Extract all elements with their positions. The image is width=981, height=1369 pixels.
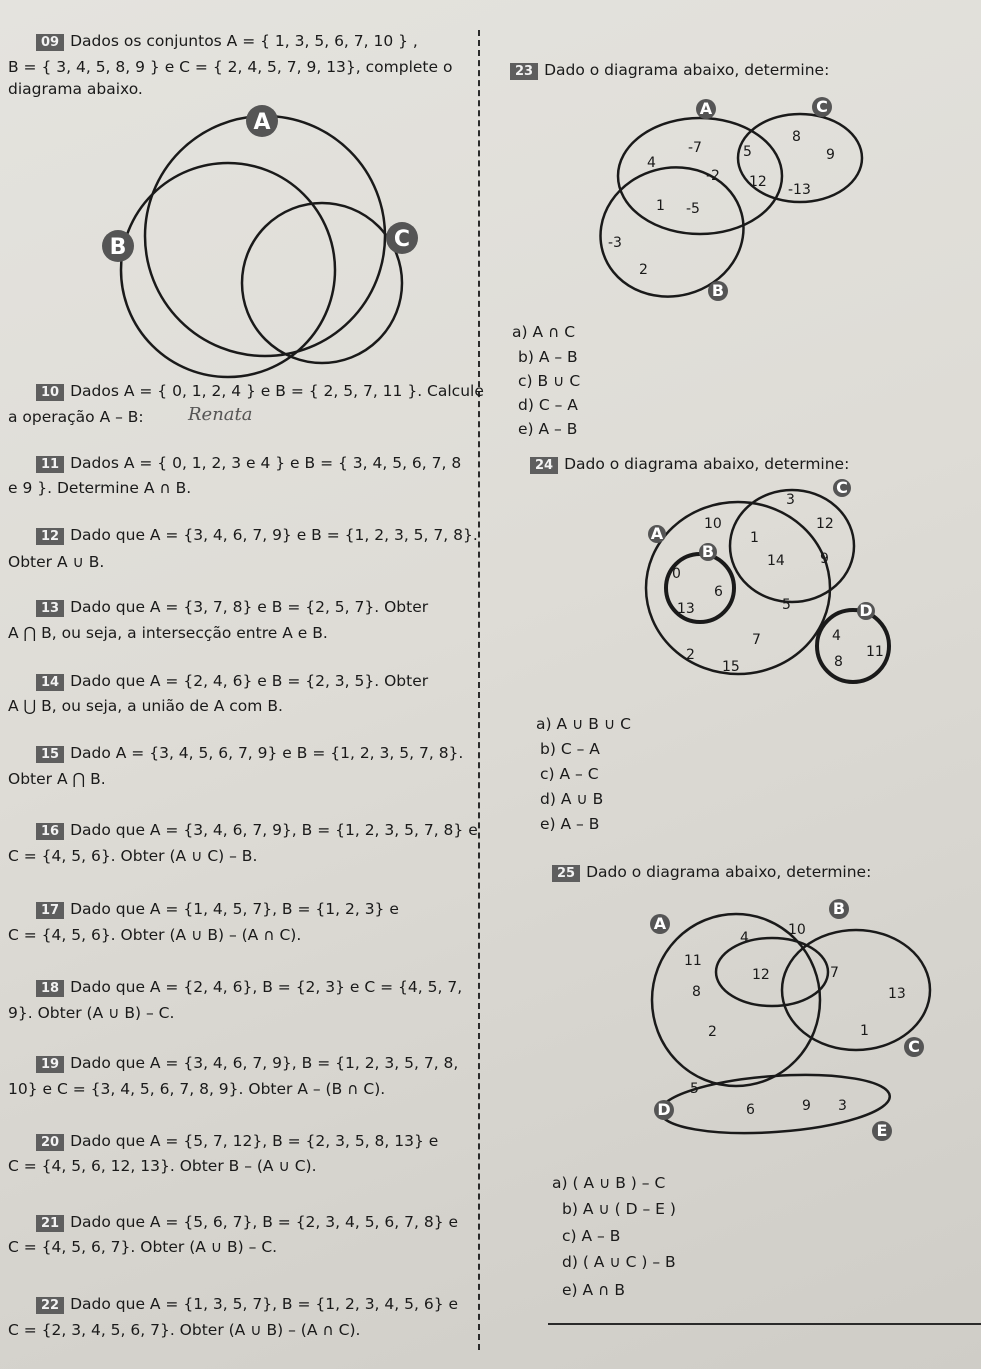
q22-line1: 22 Dado que A = {1, 3, 5, 7}, B = {1, 2, 3, 4, 5, 6} e bbox=[36, 1294, 458, 1314]
q17-line1: 17 Dado que A = {1, 4, 5, 7}, B = {1, 2, 3} e bbox=[36, 899, 399, 919]
q24-num: 12 bbox=[816, 516, 834, 532]
q25-num: 12 bbox=[752, 967, 770, 983]
q20-line1: 20 Dado que A = {5, 7, 12}, B = {2, 3, 5, 8, 13} e bbox=[36, 1131, 438, 1151]
q24-label-c bbox=[833, 478, 851, 497]
q23-item-a: a) A ∩ C bbox=[512, 323, 576, 341]
q20-number: 20 bbox=[36, 1134, 64, 1151]
q16-line2: C = {4, 5, 6}. Obter (A ∪ C) – B. bbox=[8, 847, 258, 865]
q25-set-e bbox=[658, 1068, 891, 1140]
q23-label-c bbox=[812, 97, 832, 117]
q25-num: 5 bbox=[690, 1081, 699, 1097]
q19-line1: 19 Dado que A = {3, 4, 6, 7, 9}, B = {1, 2, 3, 5, 7, 8, bbox=[36, 1053, 458, 1073]
q23-num: 5 bbox=[743, 144, 752, 160]
q24-num: 15 bbox=[722, 659, 740, 675]
svg-text:C: C bbox=[816, 97, 828, 116]
q19-number: 19 bbox=[36, 1056, 64, 1073]
svg-text:B: B bbox=[109, 235, 127, 260]
q09-line2: B = { 3, 4, 5, 8, 9 } e C = { 2, 4, 5, 7, 9, 13}, complete o bbox=[8, 58, 453, 76]
q24-label-b bbox=[699, 542, 717, 561]
q25-set-inner bbox=[716, 938, 828, 1006]
q23-num: -7 bbox=[688, 140, 702, 156]
q24-item-e: e) A – B bbox=[540, 815, 600, 833]
q24-num: 9 bbox=[820, 551, 829, 567]
svg-text:D: D bbox=[657, 1100, 671, 1119]
q11-line2: e 9 }. Determine A ∩ B. bbox=[8, 479, 192, 497]
q14-line1: 14 Dado que A = {2, 4, 6} e B = {2, 3, 5}. Obter bbox=[36, 671, 428, 691]
q19-line2: 10} e C = {3, 4, 5, 6, 7, 8, 9}. Obter A – (B ∩ C). bbox=[8, 1080, 386, 1098]
svg-text:C: C bbox=[836, 478, 848, 497]
q12-number: 12 bbox=[36, 528, 64, 545]
q25-num: 1 bbox=[860, 1023, 869, 1039]
q23-item-e: e) A – B bbox=[518, 420, 578, 438]
q09-circle-b bbox=[121, 163, 335, 377]
q24-num: 6 bbox=[714, 584, 723, 600]
svg-text:A: A bbox=[699, 99, 713, 118]
q23-item-d: d) C – A bbox=[518, 396, 578, 414]
q24-num: 11 bbox=[866, 644, 884, 660]
q11-line1: 11 Dados A = { 0, 1, 2, 3 e 4 } e B = { 3, 4, 5, 6, 7, 8 bbox=[36, 453, 461, 473]
q25-set-c bbox=[782, 930, 930, 1050]
q25-venn-diagram bbox=[652, 914, 930, 1140]
q23-num: -3 bbox=[608, 235, 622, 251]
q25-num: 3 bbox=[838, 1098, 847, 1114]
q18-line2: 9}. Obter (A ∪ B) – C. bbox=[8, 1004, 175, 1022]
q09-circle-c bbox=[242, 203, 402, 363]
q25-label-c bbox=[904, 1037, 924, 1057]
q24-num: 2 bbox=[686, 647, 695, 663]
q09-label-b bbox=[102, 230, 134, 262]
q14-line2: A ⋃ B, ou seja, a união de A com B. bbox=[8, 697, 283, 715]
q10-line2: a operação A – B: bbox=[8, 408, 144, 426]
q16-line1: 16 Dado que A = {3, 4, 6, 7, 9}, B = {1, 2, 3, 5, 7, 8} e bbox=[36, 820, 478, 840]
q24-num: 4 bbox=[832, 628, 841, 644]
q25-num: 7 bbox=[830, 965, 839, 981]
q24-item-b: b) C – A bbox=[540, 740, 600, 758]
q24-num: 10 bbox=[704, 516, 722, 532]
handwritten-signature: Renata bbox=[188, 404, 253, 425]
svg-text:C: C bbox=[393, 227, 411, 252]
svg-text:B: B bbox=[701, 542, 715, 561]
q24-item-a: a) A ∪ B ∪ C bbox=[536, 715, 631, 733]
q25-number: 25 bbox=[552, 865, 580, 882]
q23-num: -2 bbox=[706, 168, 720, 184]
q13-line1: 13 Dado que A = {3, 7, 8} e B = {2, 5, 7}. Obter bbox=[36, 597, 428, 617]
svg-text:B: B bbox=[711, 281, 725, 300]
q25-num: 4 bbox=[740, 930, 749, 946]
q12-line1: 12 Dado que A = {3, 4, 6, 7, 9} e B = {1, 2, 3, 5, 7, 8}. bbox=[36, 525, 478, 545]
q14-number: 14 bbox=[36, 674, 64, 691]
q24-item-d: d) A ∪ B bbox=[540, 790, 604, 808]
q13-number: 13 bbox=[36, 600, 64, 617]
q09-line3: diagrama abaixo. bbox=[8, 80, 143, 98]
q24-set-a bbox=[646, 502, 830, 674]
q24-venn-diagram bbox=[646, 490, 889, 682]
q25-num: 10 bbox=[788, 922, 806, 938]
svg-text:D: D bbox=[859, 601, 873, 620]
q24-label-a bbox=[648, 524, 666, 543]
q24-num: 7 bbox=[752, 632, 761, 648]
q25-title: 25 Dado o diagrama abaixo, determine: bbox=[552, 862, 871, 882]
q23-set-b bbox=[586, 152, 758, 313]
q17-number: 17 bbox=[36, 902, 64, 919]
q24-num: 14 bbox=[767, 553, 785, 569]
q24-title: 24 Dado o diagrama abaixo, determine: bbox=[530, 454, 849, 474]
q23-label-b bbox=[708, 281, 728, 301]
q24-number: 24 bbox=[530, 457, 558, 474]
q24-num: 5 bbox=[782, 597, 791, 613]
q09-label-c bbox=[386, 222, 418, 254]
q25-label-e bbox=[872, 1121, 892, 1141]
svg-text:C: C bbox=[908, 1037, 920, 1056]
q23-num: 2 bbox=[639, 262, 648, 278]
q24-item-c: c) A – C bbox=[540, 765, 599, 783]
svg-text:E: E bbox=[876, 1121, 888, 1140]
q21-line2: C = {4, 5, 6, 7}. Obter (A ∪ B) – C. bbox=[8, 1238, 278, 1256]
q15-number: 15 bbox=[36, 746, 64, 763]
q25-num: 11 bbox=[684, 953, 702, 969]
q20-line2: C = {4, 5, 6, 12, 13}. Obter B – (A ∪ C). bbox=[8, 1157, 317, 1175]
q23-num: 12 bbox=[749, 174, 767, 190]
svg-text:A: A bbox=[253, 110, 271, 135]
q25-num: 2 bbox=[708, 1024, 717, 1040]
q21-line1: 21 Dado que A = {5, 6, 7}, B = {2, 3, 4, 5, 6, 7, 8} e bbox=[36, 1212, 458, 1232]
q25-num: 9 bbox=[802, 1098, 811, 1114]
q23-item-c: c) B ∪ C bbox=[518, 372, 581, 390]
q23-title: 23 Dado o diagrama abaixo, determine: bbox=[510, 60, 829, 80]
q09-venn-diagram bbox=[121, 116, 402, 377]
q25-num: 13 bbox=[888, 986, 906, 1002]
q24-num: 3 bbox=[786, 492, 795, 508]
q23-item-b: b) A – B bbox=[518, 348, 578, 366]
q25-item-d: d) ( A ∪ C ) – B bbox=[562, 1253, 676, 1271]
q13-line2: A ⋂ B, ou seja, a intersecção entre A e B. bbox=[8, 624, 328, 642]
q23-num: 1 bbox=[656, 198, 665, 214]
q09-line1: 09 Dados os conjuntos A = { 1, 3, 5, 6, 7, 10 } , bbox=[36, 31, 418, 51]
q23-label-a bbox=[696, 99, 716, 119]
q10-line1: 10 Dados A = { 0, 1, 2, 4 } e B = { 2, 5, 7, 11 }. Calcule bbox=[36, 381, 484, 401]
q23-num: 8 bbox=[792, 129, 801, 145]
q16-number: 16 bbox=[36, 823, 64, 840]
q25-item-b: b) A ∪ ( D – E ) bbox=[562, 1200, 676, 1218]
q15-line1: 15 Dado A = {3, 4, 5, 6, 7, 9} e B = {1, 2, 3, 5, 7, 8}. bbox=[36, 743, 463, 763]
q10-number: 10 bbox=[36, 384, 64, 401]
q25-label-d bbox=[654, 1100, 674, 1120]
q24-num: 8 bbox=[834, 654, 843, 670]
q17-line2: C = {4, 5, 6}. Obter (A ∪ B) – (A ∩ C). bbox=[8, 926, 302, 944]
q22-line2: C = {2, 3, 4, 5, 6, 7}. Obter (A ∪ B) – (A ∩ C). bbox=[8, 1321, 361, 1339]
q25-item-a: a) ( A ∪ B ) – C bbox=[552, 1174, 666, 1192]
svg-text:A: A bbox=[650, 524, 664, 543]
q23-number: 23 bbox=[510, 63, 538, 80]
q23-num: 4 bbox=[647, 155, 656, 171]
q24-num: 13 bbox=[677, 601, 695, 617]
q25-item-e: e) A ∩ B bbox=[562, 1281, 625, 1299]
q09-circle-a bbox=[145, 116, 385, 356]
q21-number: 21 bbox=[36, 1215, 64, 1232]
q24-num: 0 bbox=[672, 566, 681, 582]
svg-text:A: A bbox=[653, 914, 667, 933]
q25-label-b bbox=[829, 899, 849, 919]
q23-num: 9 bbox=[826, 147, 835, 163]
q11-number: 11 bbox=[36, 456, 64, 473]
q24-num: 1 bbox=[750, 530, 759, 546]
q09-number: 09 bbox=[36, 34, 64, 51]
q15-line2: Obter A ⋂ B. bbox=[8, 770, 106, 788]
svg-text:B: B bbox=[832, 899, 846, 918]
q18-number: 18 bbox=[36, 980, 64, 997]
q12-line2: Obter A ∪ B. bbox=[8, 553, 105, 571]
q25-num: 8 bbox=[692, 984, 701, 1000]
q23-num: -13 bbox=[788, 182, 811, 198]
q18-line1: 18 Dado que A = {2, 4, 6}, B = {2, 3} e C = {4, 5, 7, bbox=[36, 977, 462, 997]
q24-label-d bbox=[857, 601, 875, 620]
q25-num: 6 bbox=[746, 1102, 755, 1118]
q09-label-a bbox=[246, 105, 278, 137]
q25-label-a bbox=[650, 914, 670, 934]
q25-item-c: c) A – B bbox=[562, 1227, 621, 1245]
q22-number: 22 bbox=[36, 1297, 64, 1314]
q23-num: -5 bbox=[686, 201, 700, 217]
